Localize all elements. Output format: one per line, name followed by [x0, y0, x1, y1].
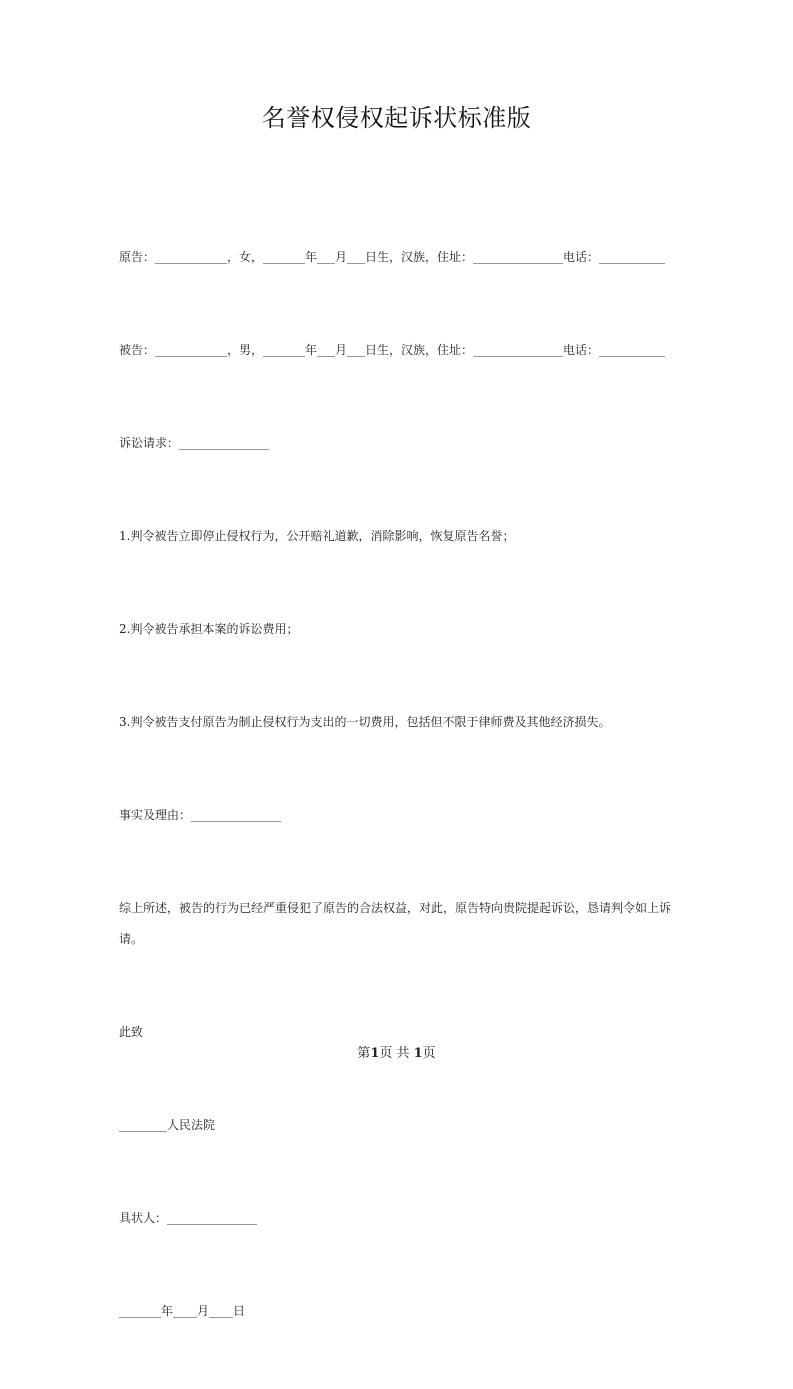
facts-reasons-heading: 事实及理由：_______________ — [119, 808, 282, 822]
claim-item-1: 1.判令被告立即停止侵权行为，公开赔礼道歉，消除影响，恢复原告名誉； — [119, 529, 515, 543]
claim-item-3: 3.判令被告支付原告为制止侵权行为支出的一切费用，包括但不限于律师费及其他经济损失。 — [119, 715, 611, 729]
salutation: 此致 — [119, 1025, 144, 1039]
document-body — [119, 180, 675, 1389]
current-page-number: 1 — [370, 1046, 380, 1061]
document-title: 名誉权侵权起诉状标准版 — [261, 104, 532, 132]
footer-prefix: 第 — [357, 1046, 371, 1061]
claims-heading: 诉讼请求：_______________ — [119, 436, 270, 450]
defendant-info-paragraph: 被告：____________，男，_______年___月___日生，汉族，住址：_______________电话：___________ — [119, 343, 666, 357]
total-pages-number: 1 — [413, 1046, 423, 1061]
court-name-line: ________人民法院 — [119, 1118, 216, 1132]
claim-item-2: 2.判令被告承担本案的诉讼费用； — [119, 622, 299, 636]
plaintiff-info-paragraph: 原告：____________，女，_______年___月___日生，汉族，住址：_______________电话：___________ — [119, 250, 666, 264]
date-line: _______年____月____日 — [119, 1304, 246, 1318]
signatory-line: 具状人：_______________ — [119, 1211, 258, 1225]
footer-middle: 页 共 — [379, 1046, 414, 1061]
page-footer — [0, 1042, 793, 1061]
conclusion-paragraph: 综上所述，被告的行为已经严重侵犯了原告的合法权益，对此，原告特向贵院提起诉讼，恳请判令如上诉请。 — [119, 901, 672, 946]
footer-suffix: 页 — [422, 1046, 436, 1061]
